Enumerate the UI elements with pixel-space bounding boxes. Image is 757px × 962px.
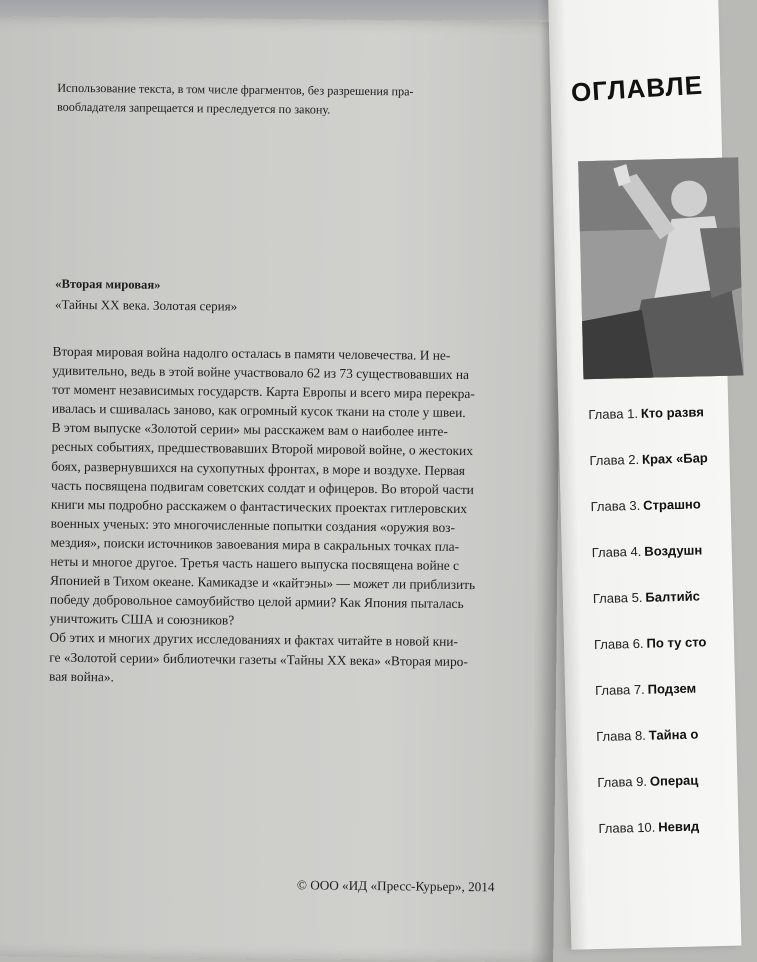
copyright-notice — [57, 79, 527, 122]
right-page — [548, 0, 741, 950]
body-line: Об этих и многих других исследованиях и фактах читайте в новой кни- — [49, 630, 459, 650]
toc-chapter: Глава 9. — [597, 773, 648, 791]
toc-title-text: Подзем — [647, 680, 697, 697]
notice-line: вообладателя запрещается и преследуется по закону. — [56, 99, 331, 117]
body-line: В этом выпуске «Золотой серии» мы расскажем вам о наиболее инте- — [51, 420, 448, 440]
toc-item[interactable] — [594, 634, 707, 652]
annotation-text — [49, 342, 531, 691]
toc-item[interactable] — [590, 496, 700, 514]
body-line: военных ученых: это многочисленные попытки создания «оружия воз- — [50, 515, 456, 535]
toc-item[interactable] — [588, 404, 704, 422]
left-page — [0, 16, 563, 962]
copyright-line: © ООО «ИД «Пресс-Курьер», 2014 — [296, 877, 495, 895]
toc-chapter: Глава 10. — [598, 819, 656, 837]
body-line: вая война». — [49, 668, 115, 684]
body-line: удивительно, ведь в этой войне участвовало 62 из 73 существовавших на — [52, 362, 470, 383]
body-line: неты и многое другое. Третья часть нашего выпуска посвящена войне с — [50, 553, 460, 573]
series-title: «Вторая мировая» — [55, 276, 161, 292]
soldier-photo-illustration — [578, 157, 743, 379]
soldier-photo — [578, 157, 743, 379]
body-line: Японией в Тихом океане. Камикадзе и «кайтэны» — может ли приблизить — [50, 572, 476, 593]
body-line: ге «Золотой серии» библиотечки газеты «Тайны XX века» «Вторая миро- — [49, 649, 468, 669]
toc-item[interactable] — [598, 819, 699, 836]
toc-chapter: Глава 3. — [590, 497, 641, 515]
body-line: тот момент независимых государств. Карта Европы и всего мира перекра- — [52, 381, 475, 402]
toc-title-text: По ту сто — [646, 634, 707, 651]
body-line: боях, развернувшихся на сухопутных фронтах, в море и воздухе. Первая — [51, 458, 466, 478]
toc-item[interactable] — [592, 542, 703, 560]
body-line: книги мы подробно расскажем о фантастических проектах гитлеровских — [50, 496, 468, 516]
body-line: Вторая мировая война надолго осталась в памяти человечества. И не- — [52, 343, 451, 363]
body-line: ивалась и сшивалась заново, как огромный кусок ткани на столе у швеи. — [51, 400, 466, 421]
toc-chapter: Глава 7. — [594, 681, 645, 699]
toc-title-text: Крах «Бар — [641, 450, 708, 467]
toc-item[interactable] — [597, 773, 698, 790]
toc-item[interactable] — [593, 588, 700, 606]
toc-title-text: Тайна о — [648, 726, 699, 743]
toc-item[interactable] — [596, 727, 698, 744]
body-line: мездия», поиски источников завоевания мира в сакральных точках пла- — [50, 534, 460, 554]
toc-title: ОГЛАВЛЕ — [570, 69, 704, 108]
toc-chapter: Глава 8. — [596, 727, 647, 745]
toc-title-text: Кто развя — [640, 404, 705, 421]
series-subtitle: «Тайны XX века. Золотая серия» — [54, 296, 238, 314]
body-line: уничтожить США и союзников? — [49, 610, 235, 628]
body-line: часть посвящена подвигам советских солдат и офицеров. Во второй части — [51, 477, 474, 497]
toc-item[interactable] — [595, 681, 696, 698]
toc-title-text: Невид — [658, 818, 700, 835]
notice-line: Использование текста, в том числе фрагментов, без разрешения пра- — [57, 80, 414, 99]
toc-chapter: Глава 4. — [591, 543, 642, 561]
toc-item[interactable] — [589, 450, 708, 468]
toc-title-text: Страшно — [643, 496, 701, 513]
toc-title-text: Операц — [649, 772, 699, 789]
toc-chapter: Глава 2. — [589, 451, 640, 469]
body-line: ресных событиях, предшествовавших Второй мировой войне, о жестоких — [51, 439, 474, 459]
toc-chapter: Глава 5. — [592, 589, 643, 607]
toc-title-text: Балтийс — [645, 588, 701, 605]
body-line: победу добровольное самоубийство целой армии? Как Япония пыталась — [49, 591, 464, 612]
toc-chapter: Глава 6. — [593, 635, 644, 653]
toc-chapter: Глава 1. — [588, 405, 639, 423]
toc-title-text: Воздушн — [644, 542, 703, 559]
